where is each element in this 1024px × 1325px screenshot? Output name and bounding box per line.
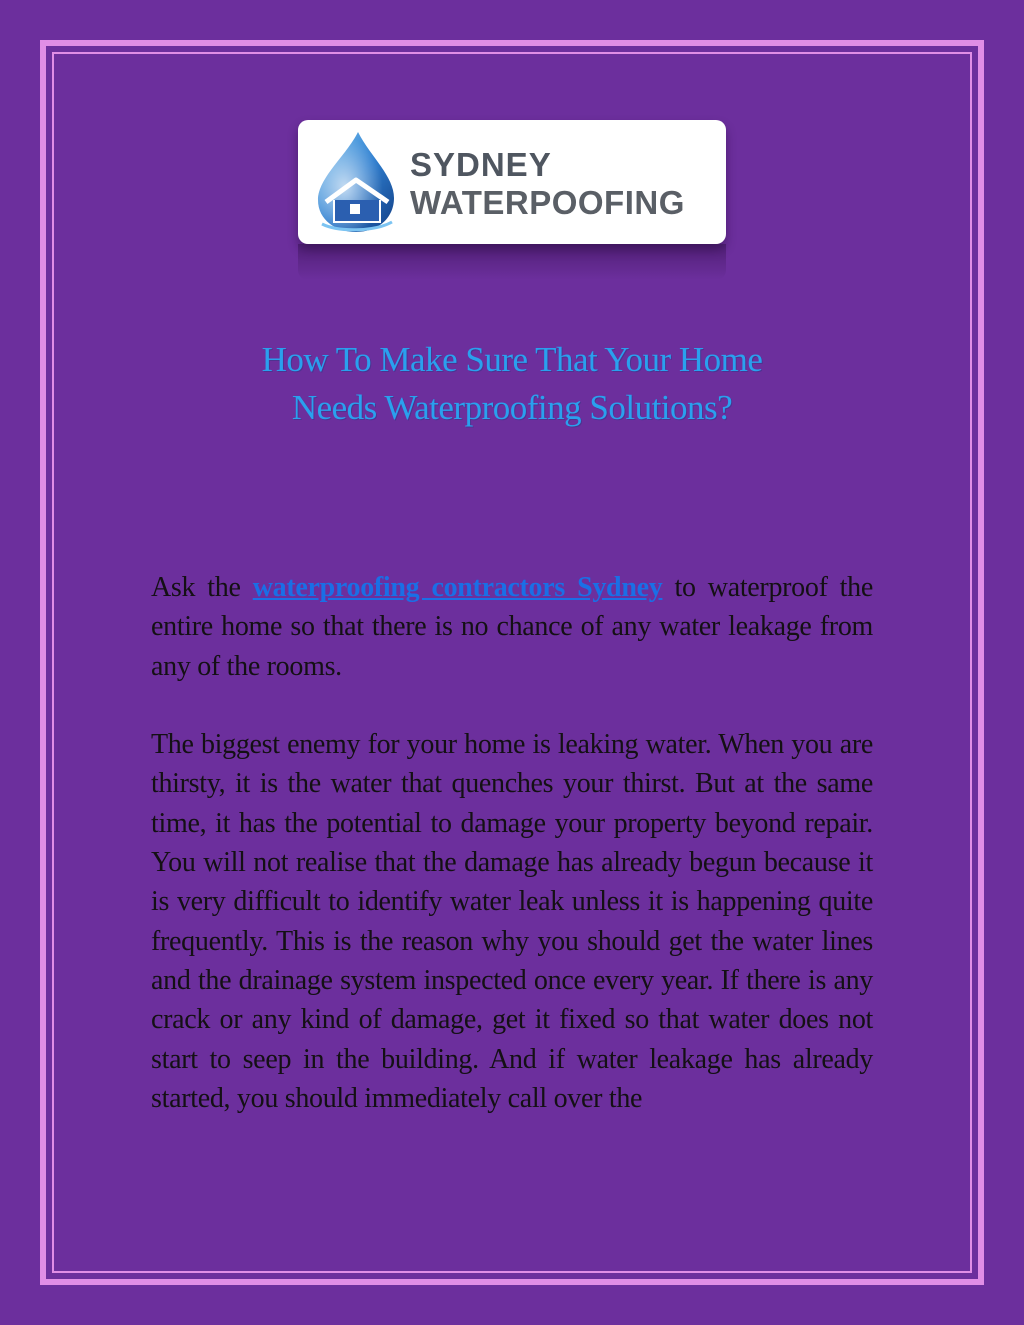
- title-line-2: Needs Waterproofing Solutions?: [291, 388, 733, 427]
- contractors-link[interactable]: waterproofing contractors Sydney: [252, 572, 663, 603]
- article-body: [151, 568, 873, 1157]
- logo-shadow: [298, 244, 726, 280]
- title-line-1: How To Make Sure That Your Home: [261, 340, 763, 379]
- paragraph-1: [151, 568, 873, 686]
- logo-line-sydney: SYDNEY: [410, 146, 552, 183]
- water-drop-house-icon: [308, 128, 400, 236]
- logo-wordmark: [410, 148, 685, 219]
- logo-card: [298, 120, 726, 244]
- page-title: [150, 336, 874, 432]
- paragraph-1-intro: Ask the: [151, 572, 253, 603]
- logo-line-waterpoofing: WATERPOOFING: [410, 184, 685, 221]
- paragraph-2: The biggest enemy for your home is leaking water. When you are thirsty, it is the water that quenches your thirst. But at the same time, it has the potential to damage your property beyond repair. You will not realise that the damage has already begun because it is very difficult to identify water leak unless it is happening quite frequently. This is the reason why you should get the water lines and the drainage system inspected once every year. If there is any crack or any kind of damage, get it fixed so that water does not start to seep in the building. And if water leakage has already started, you should immediately call over the: [151, 729, 873, 1114]
- paragraph-1-rest: to waterproof the entire home so that there is no chance of any water leakage from any of the rooms.: [151, 572, 873, 682]
